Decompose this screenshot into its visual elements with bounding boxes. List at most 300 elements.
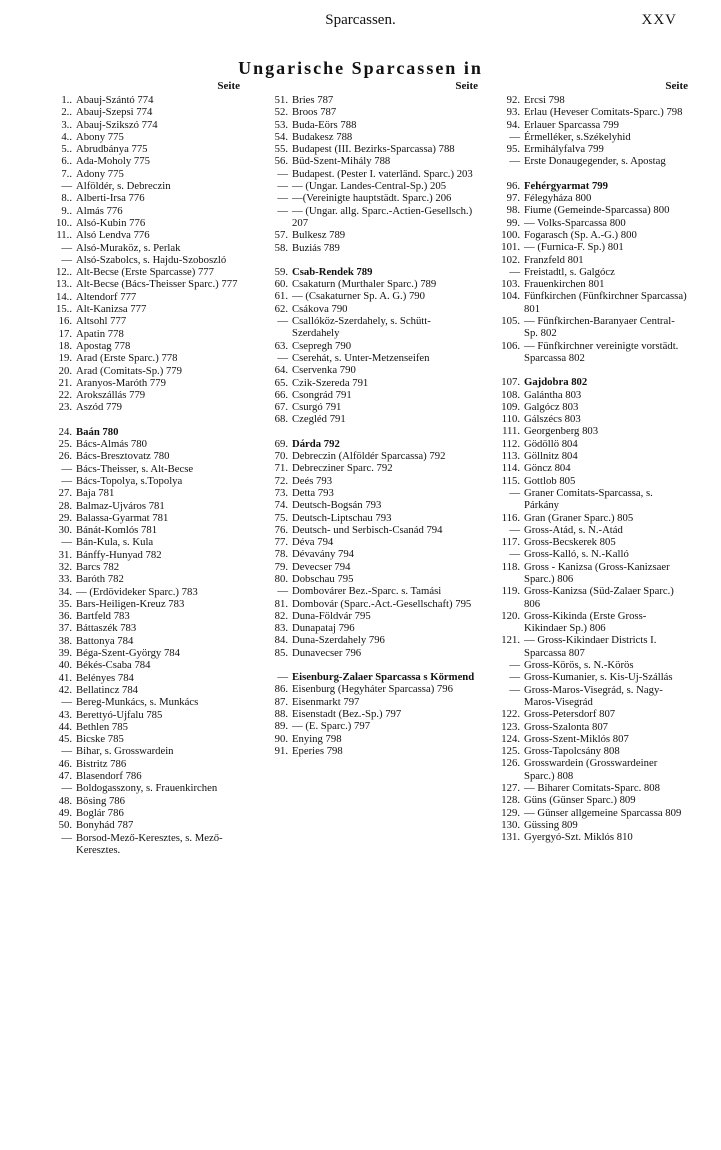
entry-text: Bellatincz 784 bbox=[76, 683, 139, 696]
index-entry bbox=[268, 450, 478, 462]
entry-number: — bbox=[277, 315, 288, 328]
entry-text: Galántha 803 bbox=[524, 388, 582, 401]
entry-text: Csallóköz-Szerdahely, s. Schütt-Szerdahely bbox=[292, 315, 431, 340]
entry-number: 71. bbox=[274, 462, 288, 475]
entry-number: 27. bbox=[58, 487, 72, 500]
index-entry bbox=[268, 475, 478, 487]
index-entry bbox=[498, 745, 688, 757]
index-entry bbox=[498, 143, 688, 155]
page-number: XXV bbox=[641, 12, 677, 28]
entry-text: Göllnitz 804 bbox=[524, 450, 578, 463]
entry-text: Bösing 786 bbox=[76, 794, 125, 807]
index-entry bbox=[52, 143, 240, 155]
index-entry bbox=[498, 389, 688, 401]
entry-number: 57. bbox=[274, 229, 288, 242]
index-entry bbox=[498, 119, 688, 131]
entry-text: Bistritz 786 bbox=[76, 757, 127, 770]
entry-number: 63. bbox=[274, 339, 288, 352]
index-entry bbox=[498, 721, 688, 733]
entry-text: Gross-Szalonta 807 bbox=[524, 720, 609, 733]
entry-number: — bbox=[61, 782, 72, 795]
entry-number: 90. bbox=[274, 732, 288, 745]
entry-text: Érmelléker, s.Székelyhid bbox=[524, 130, 631, 143]
entry-number: 64. bbox=[274, 364, 288, 377]
entry-text: Gross-Tapolcsány 808 bbox=[524, 745, 620, 758]
index-entry bbox=[498, 561, 688, 586]
index-entry bbox=[52, 795, 240, 807]
entry-number: 60. bbox=[274, 278, 288, 291]
entry-number: 102. bbox=[501, 253, 520, 266]
entry-number: 97. bbox=[506, 192, 520, 205]
entry-text: Grosswardein (Grosswardeiner Sparc.) 808 bbox=[524, 757, 658, 782]
index-entry bbox=[52, 524, 240, 536]
entry-text: Frauenkirchen 801 bbox=[524, 278, 605, 291]
entry-text: Déva 794 bbox=[292, 536, 334, 549]
index-entry bbox=[52, 586, 240, 598]
entry-text: Alsó-Szabolcs, s. Hajdu-Szoboszló bbox=[76, 253, 227, 266]
entry-number: 125. bbox=[501, 745, 520, 758]
index-entry bbox=[498, 290, 688, 315]
index-entry bbox=[52, 672, 240, 684]
index-entry bbox=[498, 131, 688, 143]
index-entry bbox=[52, 500, 240, 512]
index-entry bbox=[52, 94, 240, 106]
entry-number: 13.. bbox=[55, 278, 72, 291]
entry-text: Bánffy-Hunyad 782 bbox=[76, 548, 162, 561]
entry-number: 122. bbox=[501, 708, 520, 721]
index-entry bbox=[268, 708, 478, 720]
index-entry bbox=[498, 610, 688, 635]
index-entry bbox=[498, 782, 688, 794]
entry-number: — bbox=[61, 696, 72, 709]
index-column-3 bbox=[498, 80, 688, 844]
entry-text: Balassa-Gyarmat 781 bbox=[76, 511, 169, 524]
entry-text: Gross-Petersdorf 807 bbox=[524, 708, 616, 721]
entry-number: 98. bbox=[506, 204, 520, 217]
entry-number: 95. bbox=[506, 143, 520, 156]
index-entry bbox=[498, 733, 688, 745]
entry-number: 39. bbox=[58, 647, 72, 660]
index-entry bbox=[52, 487, 240, 499]
entry-number: 50. bbox=[58, 819, 72, 832]
entry-text: Abauj-Szántó 774 bbox=[76, 94, 154, 106]
entry-text: Aszód 779 bbox=[76, 401, 123, 414]
entry-text: Altsohl 777 bbox=[76, 315, 127, 328]
entry-number: 11.. bbox=[56, 229, 72, 242]
index-entry bbox=[52, 598, 240, 610]
index-entry bbox=[268, 438, 478, 450]
entry-number: 94. bbox=[506, 118, 520, 131]
index-entry bbox=[268, 106, 478, 118]
entry-text: Gross-Körös, s. N.-Körös bbox=[524, 659, 634, 672]
index-entry bbox=[498, 585, 688, 610]
entry-text: Gross-Atád, s. N.-Atád bbox=[524, 523, 623, 536]
index-entry bbox=[498, 634, 688, 659]
entry-text: Buda-Eörs 788 bbox=[292, 118, 357, 131]
entry-text: Almás 776 bbox=[76, 204, 123, 217]
entry-text: Fiume (Gemeinde-Sparcassa) 800 bbox=[524, 204, 670, 217]
index-entry bbox=[268, 499, 478, 511]
entry-number: 103. bbox=[501, 278, 520, 291]
index-entry bbox=[52, 463, 240, 475]
entry-number: 105. bbox=[501, 315, 520, 328]
entry-text: Csakaturn (Murthaler Sparc.) 789 bbox=[292, 278, 437, 291]
entry-text: Béga-Szent-György 784 bbox=[76, 647, 180, 660]
entry-text: Dobschau 795 bbox=[292, 572, 354, 585]
entry-number: 26. bbox=[58, 450, 72, 463]
entry-text: Cservenka 790 bbox=[292, 364, 356, 377]
entry-number: 89. bbox=[274, 720, 288, 733]
entry-text: Békés-Csaba 784 bbox=[76, 659, 151, 672]
index-entry bbox=[498, 241, 688, 253]
entry-number: 35. bbox=[58, 597, 72, 610]
entry-text: — Günser allgemeine Sparcassa 809 bbox=[524, 806, 682, 819]
index-entry bbox=[498, 548, 688, 560]
index-entry bbox=[268, 413, 478, 425]
entry-text: Eisenmarkt 797 bbox=[292, 695, 360, 708]
entry-text: Erlau (Heveser Comitats-Sparc.) 798 bbox=[524, 106, 683, 119]
index-entry bbox=[52, 536, 240, 548]
index-entry bbox=[498, 340, 688, 365]
index-entry bbox=[268, 364, 478, 376]
entry-text: Debreczin (Alföldér Sparcassa) 792 bbox=[292, 450, 446, 463]
index-entry bbox=[268, 168, 478, 180]
entry-number: 2.. bbox=[61, 106, 72, 119]
index-entry bbox=[268, 561, 478, 573]
index-entry bbox=[268, 94, 478, 106]
entry-text: Duna-Szerdahely 796 bbox=[292, 634, 385, 647]
index-entry bbox=[498, 192, 688, 204]
index-entry bbox=[268, 352, 478, 364]
entry-text: Borsod-Mező-Keresztes, s. Mező-Keresztes. bbox=[76, 831, 223, 856]
entry-text: Félegyháza 800 bbox=[524, 192, 592, 205]
entry-number: 131. bbox=[501, 831, 520, 844]
entry-number: 7.. bbox=[61, 167, 72, 180]
entry-text: Gross-Kalló, s. N.-Kalló bbox=[524, 548, 629, 561]
entry-text: Broos 787 bbox=[292, 106, 337, 119]
index-entry bbox=[52, 635, 240, 647]
entry-number: — bbox=[61, 831, 72, 844]
index-entry bbox=[498, 807, 688, 819]
index-entry bbox=[52, 217, 240, 229]
entry-number: — bbox=[277, 351, 288, 364]
index-entry bbox=[498, 708, 688, 720]
index-entry bbox=[498, 376, 688, 388]
index-entry bbox=[268, 512, 478, 524]
entry-text: —(Vereinigte hauptstädt. Sparc.) 206 bbox=[292, 192, 452, 205]
index-entry bbox=[268, 634, 478, 646]
index-entry bbox=[498, 438, 688, 450]
entry-text: Adony 775 bbox=[76, 167, 124, 180]
entry-number: 43. bbox=[58, 708, 72, 721]
entry-text: Gyergyó-Szt. Miklós 810 bbox=[524, 831, 633, 844]
index-entry bbox=[268, 696, 478, 708]
index-entry bbox=[268, 143, 478, 155]
index-entry bbox=[52, 303, 240, 315]
entry-text: Enying 798 bbox=[292, 732, 342, 745]
index-entry bbox=[268, 266, 478, 278]
index-entry bbox=[52, 438, 240, 450]
entry-text: Arad (Comitats-Sp.) 779 bbox=[76, 364, 182, 377]
entry-text: Bethlen 785 bbox=[76, 720, 128, 733]
index-entry bbox=[52, 561, 240, 573]
entry-number: 129. bbox=[501, 806, 520, 819]
index-entry bbox=[52, 328, 240, 340]
entry-text: Eisenburg-Zalaer Sparcassa s Körmend bbox=[292, 671, 475, 684]
entry-number: 42. bbox=[58, 683, 72, 696]
entry-number: 84. bbox=[274, 634, 288, 647]
entry-text: Apostag 778 bbox=[76, 339, 131, 352]
entry-text: Gross-Maros-Visegrád, s. Nagy-Maros-Visegrád bbox=[524, 683, 663, 708]
index-entry bbox=[498, 794, 688, 806]
entry-number: — bbox=[61, 536, 72, 549]
entry-number: — bbox=[61, 474, 72, 487]
entry-number: 130. bbox=[501, 818, 520, 831]
index-entry bbox=[52, 205, 240, 217]
index-entry bbox=[52, 254, 240, 266]
entry-text: Battonya 784 bbox=[76, 634, 134, 647]
index-entry bbox=[52, 684, 240, 696]
entry-number: 78. bbox=[274, 548, 288, 561]
entry-number: 73. bbox=[274, 486, 288, 499]
entry-text: Abauj-Szepsi 774 bbox=[76, 106, 153, 119]
entry-number: 75. bbox=[274, 511, 288, 524]
entry-number: 9.. bbox=[61, 204, 72, 217]
entry-text: — (Furnica-F. Sp.) 801 bbox=[524, 241, 624, 254]
entry-text: Czik-Szereda 791 bbox=[292, 376, 369, 389]
index-entry bbox=[268, 119, 478, 131]
entry-number: 74. bbox=[274, 499, 288, 512]
index-entry bbox=[52, 168, 240, 180]
entry-text: Balmaz-Ujváros 781 bbox=[76, 499, 165, 512]
entry-number: 109. bbox=[501, 400, 520, 413]
entry-number: 80. bbox=[274, 572, 288, 585]
entry-text: Alt-Becse (Erste Sparcasse) 777 bbox=[76, 266, 214, 279]
entry-text: Czegléd 791 bbox=[292, 413, 346, 426]
entry-text: Dévavány 794 bbox=[292, 548, 355, 561]
entry-text: Dombovárer Bez.-Sparc. s. Tamási bbox=[292, 585, 442, 598]
entry-number: 123. bbox=[501, 720, 520, 733]
entry-number: 121. bbox=[501, 634, 520, 647]
entry-number: 111. bbox=[502, 425, 520, 438]
page-header bbox=[0, 2, 721, 32]
entry-number: 106. bbox=[501, 339, 520, 352]
index-column-1 bbox=[52, 80, 240, 856]
entry-text: — Fünfkirchner vereinigte vorstädt. Sparcassa 802 bbox=[524, 339, 679, 364]
entry-number: 115. bbox=[501, 474, 520, 487]
index-entry bbox=[268, 155, 478, 167]
index-column-2 bbox=[268, 80, 478, 757]
entry-number: 104. bbox=[501, 290, 520, 303]
entry-number: 30. bbox=[58, 524, 72, 537]
entry-text: Bonyhád 787 bbox=[76, 819, 134, 832]
entry-number: 58. bbox=[274, 241, 288, 254]
entry-number: 16. bbox=[58, 315, 72, 328]
index-entry bbox=[268, 683, 478, 695]
entry-number: 68. bbox=[274, 413, 288, 426]
index-entry bbox=[498, 155, 688, 167]
entry-number: 114. bbox=[501, 462, 520, 475]
index-entry bbox=[52, 278, 240, 290]
entry-number: 54. bbox=[274, 130, 288, 143]
entry-text: Galgócz 803 bbox=[524, 400, 579, 413]
entry-text: Budakesz 788 bbox=[292, 130, 353, 143]
entry-number: — bbox=[61, 462, 72, 475]
index-entry bbox=[498, 450, 688, 462]
index-entry bbox=[498, 204, 688, 216]
entry-number: — bbox=[277, 180, 288, 193]
entry-number: 48. bbox=[58, 794, 72, 807]
entry-text: Gross - Kanizsa (Gross-Kanizsaer Sparc.) 806 bbox=[524, 560, 670, 585]
index-entry bbox=[52, 365, 240, 377]
entry-text: Güns (Günser Sparc.) 809 bbox=[524, 794, 636, 807]
index-entry bbox=[268, 242, 478, 254]
index-entry bbox=[498, 536, 688, 548]
entry-text: Erlauer Sparcassa 799 bbox=[524, 118, 619, 131]
index-entry bbox=[498, 757, 688, 782]
index-entry bbox=[52, 180, 240, 192]
index-entry bbox=[498, 524, 688, 536]
index-entry bbox=[52, 696, 240, 708]
entry-number: 116. bbox=[501, 511, 520, 524]
entry-number: 34. bbox=[58, 585, 72, 598]
entry-number: — bbox=[509, 265, 520, 278]
entry-text: Baróth 782 bbox=[76, 573, 124, 586]
entry-text: Duna-Földvár 795 bbox=[292, 609, 371, 622]
entry-number: 118. bbox=[501, 560, 520, 573]
entry-text: Gross-Kumanier, s. Kis-Uj-Szállás bbox=[524, 671, 673, 684]
entry-number: 5.. bbox=[61, 143, 72, 156]
entry-text: Alsó-Kubin 776 bbox=[76, 216, 146, 229]
index-entry bbox=[52, 315, 240, 327]
entry-text: Gálszécs 803 bbox=[524, 413, 581, 426]
entry-number: 24. bbox=[58, 425, 72, 438]
entry-text: Erste Donaugegender, s. Apostag bbox=[524, 155, 666, 168]
index-entry bbox=[52, 758, 240, 770]
entry-number: 107. bbox=[501, 376, 520, 389]
index-entry bbox=[498, 266, 688, 278]
index-entry bbox=[268, 377, 478, 389]
entry-text: Bulkesz 789 bbox=[292, 229, 346, 242]
index-entry bbox=[268, 340, 478, 352]
entry-text: Altendorf 777 bbox=[76, 290, 137, 303]
entry-number: 83. bbox=[274, 622, 288, 635]
index-entry bbox=[268, 720, 478, 732]
entry-number: 113. bbox=[501, 450, 520, 463]
entry-text: — (Erdövideker Sparc.) 783 bbox=[76, 585, 198, 598]
index-entry bbox=[52, 512, 240, 524]
index-entry bbox=[268, 622, 478, 634]
entry-text: Eisenstadt (Bez.-Sp.) 797 bbox=[292, 707, 402, 720]
index-entry bbox=[52, 807, 240, 819]
entry-number: 112. bbox=[501, 437, 520, 450]
index-entry bbox=[268, 598, 478, 610]
entry-number: 29. bbox=[58, 511, 72, 524]
index-entry bbox=[498, 106, 688, 118]
entry-number: 44. bbox=[58, 720, 72, 733]
entry-number: 37. bbox=[58, 622, 72, 635]
entry-number: 28. bbox=[58, 499, 72, 512]
entry-text: Fünfkirchen (Fünfkirchner Sparcassa) 801 bbox=[524, 290, 687, 315]
entry-text: Csákova 790 bbox=[292, 302, 348, 315]
entry-number: — bbox=[277, 167, 288, 180]
entry-text: — (E. Sparc.) 797 bbox=[292, 720, 371, 733]
entry-number: — bbox=[509, 659, 520, 672]
entry-number: — bbox=[509, 671, 520, 684]
entry-text: — (Ungar. allg. Sparc.-Actien-Gesellsch.) 207 bbox=[292, 204, 473, 229]
entry-text: Georgenberg 803 bbox=[524, 425, 599, 438]
index-entry bbox=[52, 819, 240, 831]
entry-text: Barcs 782 bbox=[76, 560, 120, 573]
index-entry bbox=[268, 205, 478, 230]
entry-number: 20. bbox=[58, 364, 72, 377]
index-entry bbox=[52, 119, 240, 131]
entry-text: Abrudbánya 775 bbox=[76, 143, 148, 156]
index-entry bbox=[268, 524, 478, 536]
index-entry bbox=[268, 548, 478, 560]
index-entry bbox=[268, 229, 478, 241]
entry-text: Ercsi 798 bbox=[524, 94, 565, 106]
entry-text: Dunapataj 796 bbox=[292, 622, 355, 635]
index-entry bbox=[498, 315, 688, 340]
entry-text: — (Csakaturner Sp. A. G.) 790 bbox=[292, 290, 425, 303]
index-entry bbox=[52, 242, 240, 254]
entry-number: 21. bbox=[58, 376, 72, 389]
entry-text: Baja 781 bbox=[76, 487, 115, 500]
entry-number: 18. bbox=[58, 339, 72, 352]
entry-text: Belényes 784 bbox=[76, 671, 134, 684]
entry-number: 8.. bbox=[61, 192, 72, 205]
index-entry bbox=[268, 192, 478, 204]
entry-text: Csepregh 790 bbox=[292, 339, 352, 352]
index-entry bbox=[52, 229, 240, 241]
entry-text: Gajdobra 802 bbox=[524, 376, 588, 389]
index-entry bbox=[498, 462, 688, 474]
entry-number: — bbox=[277, 671, 288, 684]
index-entry bbox=[498, 831, 688, 843]
entry-number: 3.. bbox=[61, 118, 72, 131]
index-entry bbox=[52, 450, 240, 462]
entry-number: 108. bbox=[501, 388, 520, 401]
index-entry bbox=[498, 671, 688, 683]
entry-text: Bán-Kula, s. Kula bbox=[76, 536, 154, 549]
entry-number: 88. bbox=[274, 707, 288, 720]
index-entry bbox=[268, 278, 478, 290]
entry-text: Csongrád 791 bbox=[292, 388, 352, 401]
entry-text: Gross-Kanizsa (Süd-Zalaer Sparc.) 806 bbox=[524, 585, 674, 610]
entry-text: Devecser 794 bbox=[292, 560, 351, 573]
entry-text: Boglár 786 bbox=[76, 806, 124, 819]
entry-text: Báttaszék 783 bbox=[76, 622, 137, 635]
entry-number: — bbox=[509, 683, 520, 696]
index-entry bbox=[52, 622, 240, 634]
index-entry bbox=[268, 573, 478, 585]
index-entry bbox=[498, 278, 688, 290]
entry-number: 82. bbox=[274, 609, 288, 622]
entry-number: — bbox=[509, 486, 520, 499]
index-entry bbox=[52, 352, 240, 364]
entry-number: 31. bbox=[58, 548, 72, 561]
running-title: Sparcassen. bbox=[325, 12, 396, 28]
entry-number: 93. bbox=[506, 106, 520, 119]
entry-number: 52. bbox=[274, 106, 288, 119]
entry-number: 79. bbox=[274, 560, 288, 573]
entry-text: Bács-Theisser, s. Alt-Becse bbox=[76, 462, 194, 475]
index-entry bbox=[268, 647, 478, 659]
entry-text: Ada-Moholy 775 bbox=[76, 155, 150, 168]
index-entry bbox=[498, 819, 688, 831]
entry-text: Arokszállás 779 bbox=[76, 389, 146, 402]
